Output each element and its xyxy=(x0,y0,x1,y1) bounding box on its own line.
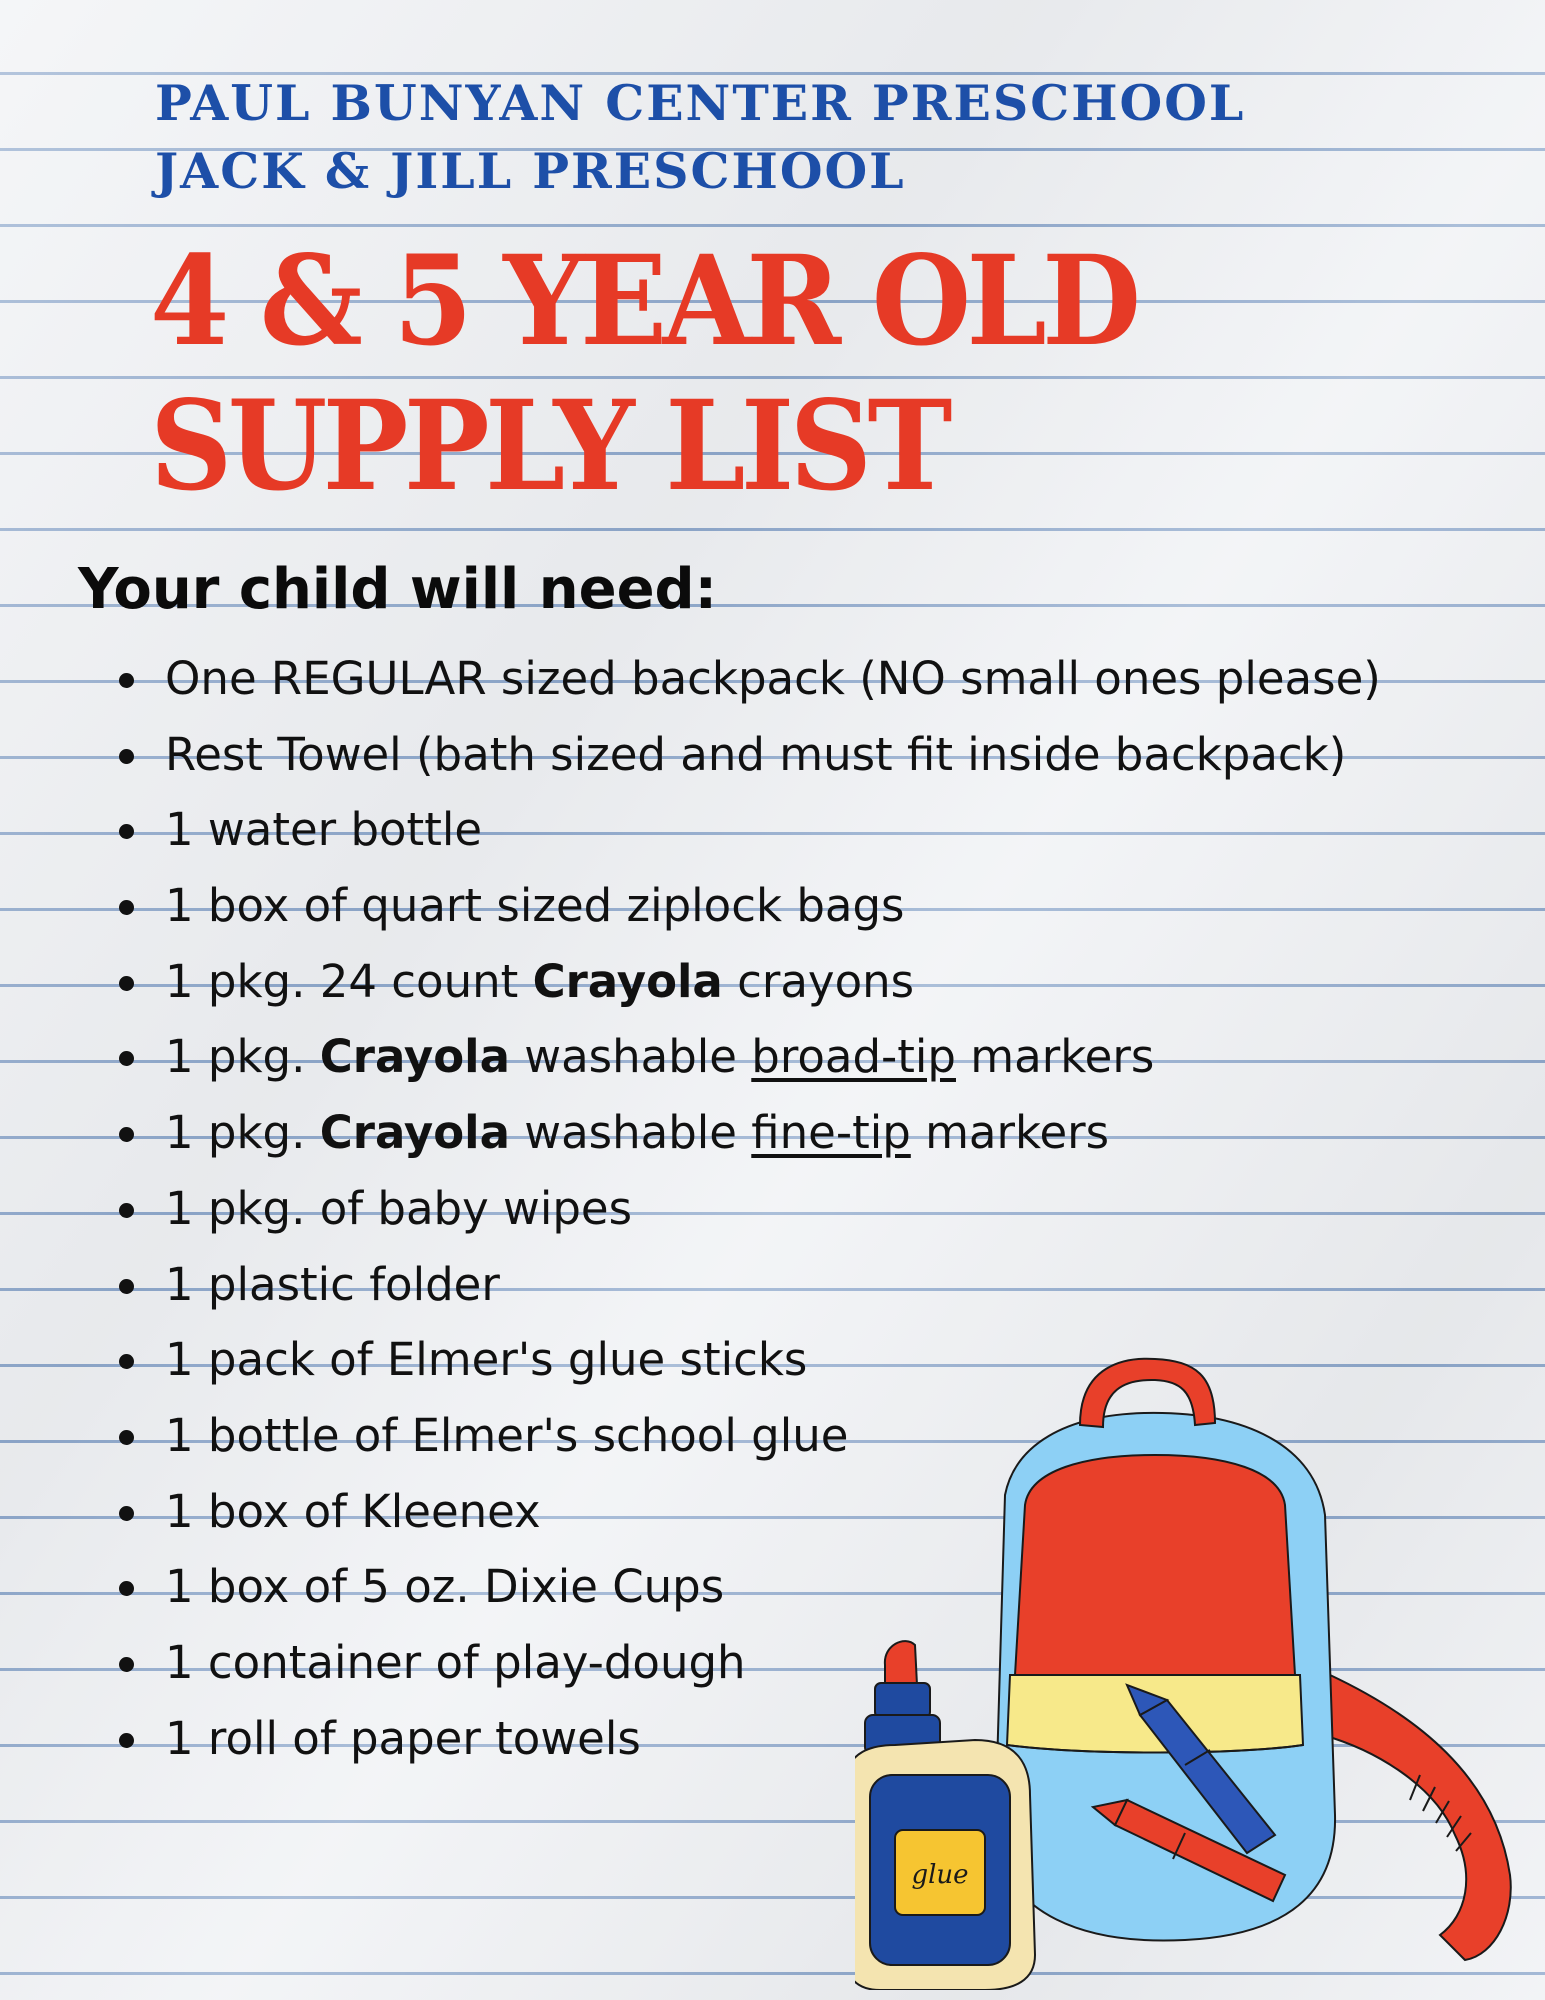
title-line-1: 4 & 5 YEAR OLD xyxy=(150,229,1137,374)
bullet-icon xyxy=(119,673,134,688)
supply-list-item xyxy=(115,1179,1381,1255)
school-name-1: PAUL BUNYAN CENTER PRESCHOOL xyxy=(155,74,1246,132)
bullet-icon xyxy=(119,1506,134,1521)
supply-item-text-pre: 1 roll of paper towels xyxy=(165,1711,641,1765)
supply-item-text-bold: Crayola xyxy=(532,954,723,1008)
supply-list-item xyxy=(115,876,1381,952)
supply-item-text-pre: 1 pack of Elmer's glue sticks xyxy=(165,1333,808,1387)
supply-item-text-post: crayons xyxy=(722,954,915,1008)
bullet-icon xyxy=(119,1733,134,1748)
supply-list-item xyxy=(115,952,1381,1028)
supply-item-text-bold: Crayola xyxy=(319,1106,510,1160)
supply-item-text-pre: 1 water bottle xyxy=(165,803,483,857)
supply-list-item xyxy=(115,1103,1381,1179)
supply-item-text-underline: broad-tip xyxy=(751,1030,956,1084)
supply-item-text-mid: washable xyxy=(509,1030,752,1084)
bullet-icon xyxy=(119,1354,134,1369)
supply-list-item xyxy=(115,649,1381,725)
intro-heading: Your child will need: xyxy=(78,557,718,622)
bullet-icon xyxy=(119,1279,134,1294)
supply-item-text-pre: 1 pkg. 24 count xyxy=(165,954,533,1008)
supply-list-item xyxy=(115,725,1381,801)
supply-item-text-pre: 1 plastic folder xyxy=(165,1257,500,1311)
bullet-icon xyxy=(119,749,134,764)
glue-label: glue xyxy=(911,1860,969,1890)
backpack-flap xyxy=(1015,1455,1295,1675)
bullet-icon xyxy=(119,824,134,839)
supply-item-text-pre: 1 box of Kleenex xyxy=(165,1484,541,1538)
bullet-icon xyxy=(119,1581,134,1596)
supply-list-item xyxy=(115,1027,1381,1103)
bullet-icon xyxy=(119,1127,134,1142)
bullet-icon xyxy=(119,1203,134,1218)
bullet-icon xyxy=(119,900,134,915)
supply-item-text-post: markers xyxy=(910,1106,1110,1160)
supply-item-text-pre: One REGULAR sized backpack (NO small ones please) xyxy=(165,652,1381,705)
supply-item-text-pre: 1 box of quart sized ziplock bags xyxy=(165,879,905,933)
supply-item-text-pre: 1 pkg. of baby wipes xyxy=(165,1181,633,1235)
bullet-icon xyxy=(119,1430,134,1445)
supply-item-text-pre: 1 container of play-dough xyxy=(165,1635,746,1689)
supply-item-text-bold: Crayola xyxy=(319,1030,510,1084)
supply-item-text-post: markers xyxy=(955,1030,1155,1084)
supply-item-text-pre: 1 bottle of Elmer's school glue xyxy=(165,1408,849,1462)
supply-item-text-underline: fine-tip xyxy=(751,1106,911,1160)
supply-item-text-pre: 1 pkg. xyxy=(165,1106,320,1160)
school-name-2: JACK & JILL PRESCHOOL xyxy=(155,142,906,200)
bullet-icon xyxy=(119,976,134,991)
backpack-strap xyxy=(1323,1675,1511,1960)
supply-item-text-mid: washable xyxy=(509,1106,752,1160)
bullet-icon xyxy=(119,1657,134,1672)
supply-list-item xyxy=(115,1255,1381,1331)
supply-item-text-pre: 1 pkg. xyxy=(165,1030,320,1084)
bullet-icon xyxy=(119,1051,134,1066)
title-line-2: SUPPLY LIST xyxy=(150,374,948,519)
supply-list-item xyxy=(115,800,1381,876)
supply-item-text-pre: 1 box of 5 oz. Dixie Cups xyxy=(165,1560,725,1614)
supply-item-text-pre: Rest Towel (bath sized and must fit inside backpack) xyxy=(165,727,1347,781)
school-supplies-illustration xyxy=(855,1355,1525,1990)
